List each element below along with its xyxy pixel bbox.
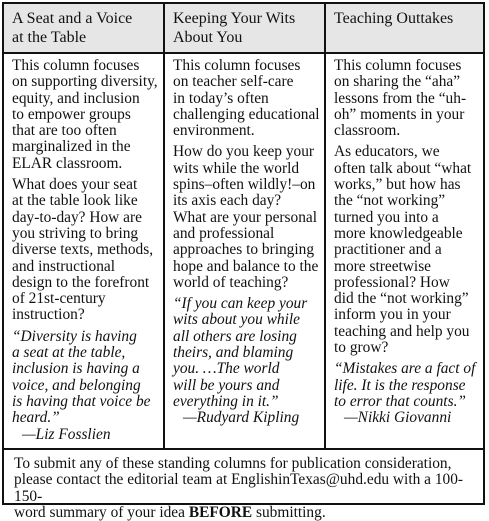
- column-body: [12, 58, 158, 443]
- quote-author: —Liz Fosslien: [22, 425, 111, 443]
- column-intro: [12, 58, 158, 172]
- column-body: [173, 58, 320, 427]
- text-line: the “not working”: [334, 192, 446, 210]
- column-title: [334, 9, 453, 28]
- text-line: world of teaching?: [173, 273, 289, 291]
- text-line: and instructional: [12, 257, 116, 275]
- standing-columns-table: [2, 2, 485, 521]
- text-line: you. …The world: [173, 360, 280, 378]
- text-line: on supporting diversity,: [12, 73, 158, 91]
- text-line: day-to-day? How are: [12, 208, 142, 226]
- text-line: on sharing the “aha”: [334, 73, 461, 91]
- text-line: practitioner and a: [334, 241, 442, 259]
- text-line: This column focuses: [173, 57, 301, 74]
- text-line: voice, and belonging: [12, 376, 141, 394]
- text-line: “Diversity is having: [12, 327, 137, 345]
- footer-divider: [4, 448, 483, 450]
- text-line: What does your seat: [12, 176, 138, 194]
- text-line: wits about you while: [173, 311, 300, 329]
- text-line: is having that voice be: [12, 392, 151, 410]
- text-line: theirs, and blaming: [173, 344, 294, 362]
- text-line: What are your personal: [173, 208, 318, 226]
- text-line: “Mistakes are a fact of: [334, 360, 476, 378]
- text-line: at the table look like: [12, 192, 138, 210]
- column-question: [173, 144, 320, 291]
- text-line: inform you in your: [334, 306, 451, 324]
- text-line: ELAR classroom.: [12, 154, 123, 172]
- text-line: teaching and help you: [334, 322, 470, 340]
- quote-author: —Rudyard Kipling: [183, 409, 300, 427]
- column-title: [12, 9, 132, 47]
- text-line: please contact the editorial team at EnglishinTexas@uhd.edu with a 100-150-: [14, 471, 464, 505]
- text-line: design to the forefront: [12, 273, 150, 291]
- text-line: to error that counts.”: [334, 392, 466, 410]
- text-line: diverse texts, methods,: [12, 241, 154, 259]
- column-title-line: About You: [173, 29, 243, 46]
- text-line: wits while the world: [173, 159, 300, 177]
- text-line: will be yours and: [173, 376, 280, 394]
- text-line: on teacher self-care: [173, 73, 294, 91]
- text-line: As educators, we: [334, 143, 440, 161]
- text-line: submitting.: [252, 503, 326, 521]
- text-line: lessons from the “uh-: [334, 89, 467, 107]
- text-line: did the “not working”: [334, 290, 469, 308]
- text-line: you striving to bring: [12, 224, 139, 242]
- column-question: [334, 144, 475, 356]
- text-line: This column focuses: [334, 57, 462, 74]
- text-line: to grow?: [334, 339, 389, 357]
- text-line: all others are losing: [173, 327, 297, 345]
- text-line: To submit any of these standing columns for publication consideration,: [14, 455, 452, 472]
- column-title-line: Keeping Your Wits: [173, 10, 296, 27]
- text-line: turned you into a: [334, 208, 439, 226]
- text-line: oh” moments in your: [334, 105, 465, 123]
- text-line: marginalized in the: [12, 138, 131, 156]
- column-title-line: Teaching Outtakes: [334, 10, 454, 27]
- column-question: [12, 177, 158, 324]
- column-title-line: at the Table: [12, 29, 87, 46]
- text-line: environment.: [173, 122, 255, 140]
- text-line: How do you keep your: [173, 143, 315, 161]
- text-line: in today’s often: [173, 89, 269, 107]
- text-line: more knowledgeable: [334, 224, 463, 242]
- text-line: of 21st-century: [12, 290, 106, 308]
- text-line: professional? How: [334, 273, 450, 291]
- text-line: equity, and inclusion: [12, 89, 140, 107]
- text-line: and professional: [173, 224, 275, 242]
- quote-author: —Nikki Giovanni: [344, 409, 452, 427]
- column-title: [173, 9, 295, 47]
- text-line: that are too often: [12, 122, 117, 140]
- submission-note: [14, 456, 476, 521]
- column-intro: [173, 58, 320, 139]
- column-quote: [173, 296, 320, 410]
- column-body: [334, 58, 475, 427]
- text-line: instruction?: [12, 306, 85, 324]
- column-divider-2: [324, 4, 326, 450]
- text-line: often talk about “what: [334, 159, 472, 177]
- text-line: to empower groups: [12, 105, 131, 123]
- column-divider-1: [163, 4, 165, 450]
- text-line: word summary of your idea: [14, 503, 189, 521]
- column-title-line: A Seat and a Voice: [12, 10, 133, 27]
- text-line: everything in it.”: [173, 392, 279, 410]
- text-line: inclusion is having a: [12, 360, 140, 378]
- text-line: a seat at the table,: [12, 344, 126, 362]
- text-line: This column focuses: [12, 57, 140, 74]
- text-line: “If you can keep your: [173, 295, 308, 313]
- text-line: its axis each day?: [173, 192, 282, 210]
- text-line: approaches to bringing: [173, 241, 315, 259]
- column-quote: [334, 361, 475, 410]
- column-quote: [12, 329, 158, 427]
- text-line: spins–often wildly!–on: [173, 176, 316, 194]
- text-line: challenging educational: [173, 105, 320, 123]
- text-line: more streetwise: [334, 257, 432, 275]
- text-line: classroom.: [334, 122, 401, 140]
- text-line: hope and balance to the: [173, 257, 319, 275]
- column-intro: [334, 58, 475, 139]
- emphasis-text: BEFORE: [188, 503, 253, 521]
- text-line: life. It is the response: [334, 376, 466, 394]
- text-line: works,” but how has: [334, 176, 461, 194]
- text-line: heard.”: [12, 409, 60, 427]
